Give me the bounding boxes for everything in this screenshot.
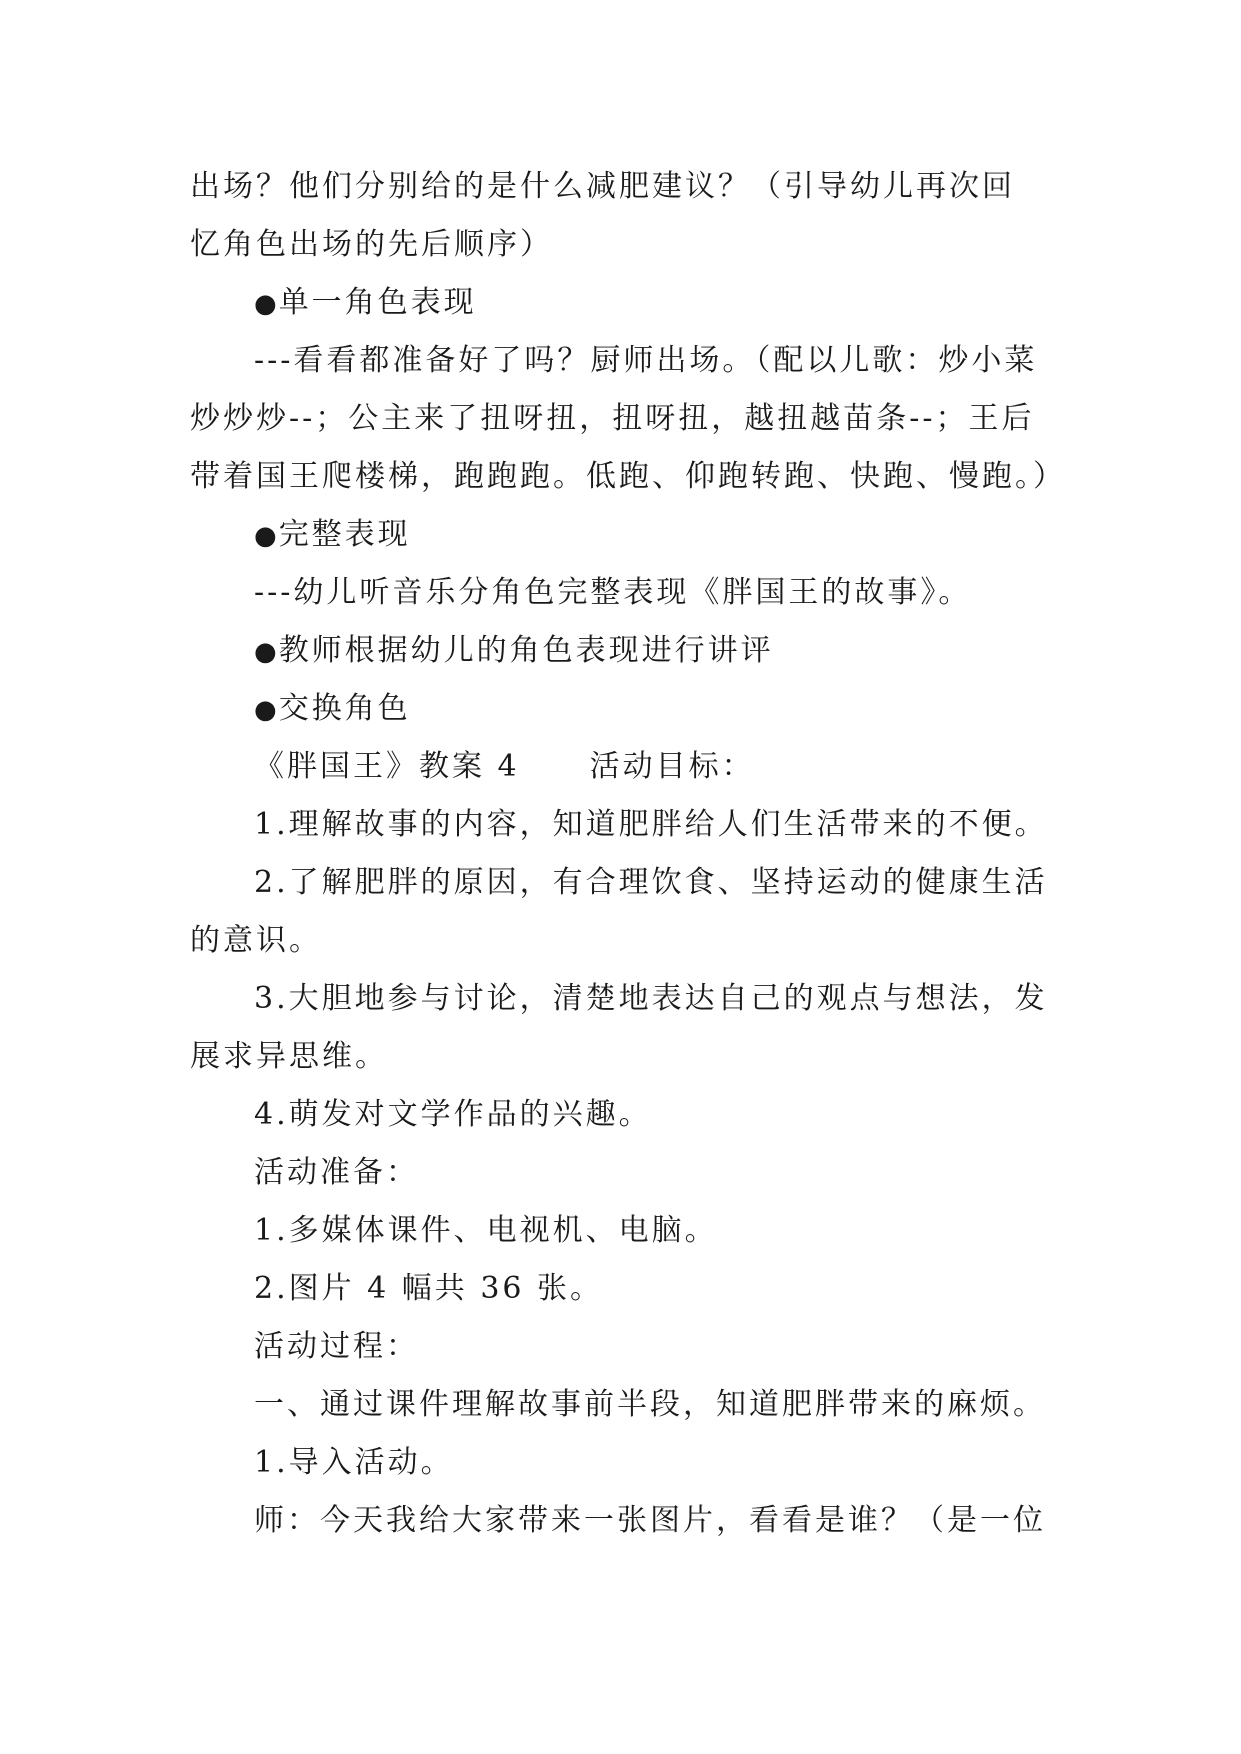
paragraph-line: 炒炒炒--；公主来了扭呀扭，扭呀扭，越扭越苗条--；王后 xyxy=(190,401,1035,436)
paragraph-line: 出场？他们分别给的是什么减肥建议？（引导幼儿再次回 xyxy=(190,169,1015,204)
paragraph-line: ---幼儿听音乐分角色完整表现《胖国王的故事》。 xyxy=(254,575,972,610)
section-heading-text: 完整表现 xyxy=(278,517,411,552)
section-heading: 一、通过课件理解故事前半段，知道肥胖带来的麻烦。 xyxy=(254,1387,1046,1422)
objectives-heading: 活动目标： xyxy=(589,749,755,784)
paragraph-line: 带着国王爬楼梯，跑跑跑。低跑、仰跑转跑、快跑、慢跑。） xyxy=(190,459,1066,494)
section-heading-text: 交换角色 xyxy=(278,691,411,726)
section-heading: 活动过程： xyxy=(254,1329,419,1364)
section-heading xyxy=(190,680,1070,738)
lesson-title: 《胖国王》教案 4 xyxy=(254,749,520,784)
list-item: 3.大胆地参与讨论，清楚地表达自己的观点与想法，发 xyxy=(254,981,1048,1016)
list-item: 1.理解故事的内容，知道肥胖给人们生活带来的不便。 xyxy=(254,807,1048,842)
list-item: 4.萌发对文学作品的兴趣。 xyxy=(254,1097,652,1132)
paragraph-line: 忆角色出场的先后顺序） xyxy=(190,227,553,262)
section-heading xyxy=(190,622,1070,680)
bullet-icon: ● xyxy=(254,695,277,725)
paragraph-line: 展求异思维。 xyxy=(190,1039,388,1074)
list-item: 2.图片 4 幅共 36 张。 xyxy=(254,1271,604,1306)
lesson-title-line xyxy=(190,738,1070,796)
list-item: 1.多媒体课件、电视机、电脑。 xyxy=(254,1213,718,1248)
list-item: 1.导入活动。 xyxy=(254,1445,454,1480)
list-item: 2.了解肥胖的原因，有合理饮食、坚持运动的健康生活 xyxy=(254,865,1048,900)
paragraph-line: ---看看都准备好了吗？厨师出场。（配以儿歌：炒小菜 xyxy=(254,343,1038,378)
section-heading-text: 单一角色表现 xyxy=(278,285,477,320)
document-body xyxy=(190,158,1070,1550)
bullet-icon: ● xyxy=(254,289,277,319)
section-heading xyxy=(190,506,1070,564)
paragraph-line: 的意识。 xyxy=(190,923,322,958)
section-heading-text: 教师根据幼儿的角色表现进行讲评 xyxy=(278,633,774,668)
bullet-icon: ● xyxy=(254,637,277,667)
section-heading xyxy=(190,274,1070,332)
section-heading: 活动准备： xyxy=(254,1155,419,1190)
paragraph-line: 师：今天我给大家带来一张图片，看看是谁？（是一位 xyxy=(254,1503,1046,1538)
bullet-icon: ● xyxy=(254,521,277,551)
